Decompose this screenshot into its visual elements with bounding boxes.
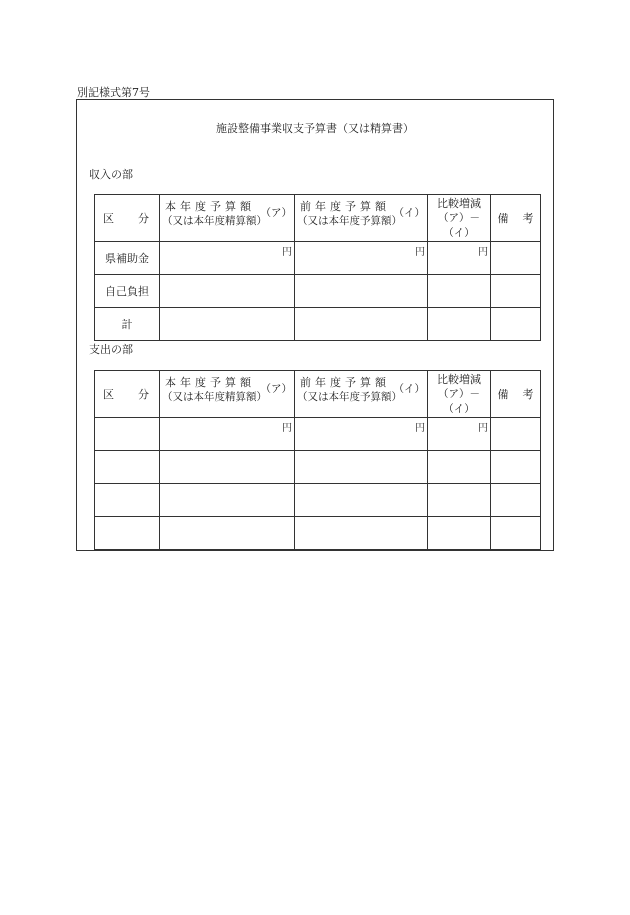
current-budget-header: 本年度予算額 （又は本年度精算額） （ア） <box>160 371 295 418</box>
previous-budget-header: 前年度予算額 （又は本年度予算額） （イ） <box>295 195 428 242</box>
remarks-cell <box>491 418 541 451</box>
previous-amount-cell <box>295 308 428 341</box>
yen-unit: 円 <box>415 247 425 258</box>
row-label <box>95 484 160 517</box>
income-table <box>94 194 541 341</box>
kubun-header: 区 分 <box>95 371 160 418</box>
row-label <box>95 418 160 451</box>
current-amount-cell <box>160 451 295 484</box>
current-budget-header: 本年度予算額 （又は本年度精算額） （ア） <box>160 195 295 242</box>
remarks-cell <box>491 242 541 275</box>
form-number: 別記様式第7号 <box>77 86 150 99</box>
yen-unit: 円 <box>478 247 488 258</box>
yen-unit: 円 <box>415 423 425 434</box>
comparison-header: 比較増減 （ア）－（イ） <box>428 371 491 418</box>
comparison-cell <box>428 418 491 451</box>
yen-unit: 円 <box>282 247 292 258</box>
row-label: 自己負担 <box>95 275 160 308</box>
previous-budget-header: 前年度予算額 （又は本年度予算額） （イ） <box>295 371 428 418</box>
remarks-header: 備 考 <box>491 195 541 242</box>
previous-amount-cell <box>295 517 428 550</box>
remarks-cell <box>491 308 541 341</box>
comparison-cell <box>428 275 491 308</box>
remarks-cell <box>491 451 541 484</box>
table-row <box>95 275 541 308</box>
table-row <box>95 484 541 517</box>
previous-amount-cell <box>295 275 428 308</box>
income-header-row <box>95 195 541 242</box>
previous-amount-cell <box>295 242 428 275</box>
remarks-cell <box>491 275 541 308</box>
previous-amount-cell <box>295 484 428 517</box>
current-amount-cell <box>160 418 295 451</box>
expense-section-label: 支出の部 <box>89 343 133 356</box>
current-amount-cell <box>160 484 295 517</box>
remarks-cell <box>491 484 541 517</box>
comparison-cell <box>428 517 491 550</box>
table-row <box>95 451 541 484</box>
yen-unit: 円 <box>478 423 488 434</box>
current-amount-cell <box>160 275 295 308</box>
table-row <box>95 308 541 341</box>
comparison-cell <box>428 451 491 484</box>
table-row <box>95 517 541 550</box>
comparison-header: 比較増減 （ア）－（イ） <box>428 195 491 242</box>
previous-amount-cell <box>295 451 428 484</box>
current-amount-cell <box>160 308 295 341</box>
comparison-cell <box>428 242 491 275</box>
current-amount-cell <box>160 517 295 550</box>
comparison-cell <box>428 484 491 517</box>
document-title: 施設整備事業収支予算書（又は精算書） <box>216 122 414 135</box>
remarks-cell <box>491 517 541 550</box>
current-amount-cell <box>160 242 295 275</box>
form-frame <box>76 99 554 551</box>
comparison-cell <box>428 308 491 341</box>
previous-amount-cell <box>295 418 428 451</box>
remarks-header: 備 考 <box>491 371 541 418</box>
row-label: 計 <box>95 308 160 341</box>
table-row <box>95 242 541 275</box>
row-label <box>95 517 160 550</box>
table-row <box>95 418 541 451</box>
expense-header-row <box>95 371 541 418</box>
row-label: 県補助金 <box>95 242 160 275</box>
income-section-label: 収入の部 <box>89 168 133 181</box>
row-label <box>95 451 160 484</box>
expense-table <box>94 370 541 550</box>
yen-unit: 円 <box>282 423 292 434</box>
kubun-header: 区 分 <box>95 195 160 242</box>
